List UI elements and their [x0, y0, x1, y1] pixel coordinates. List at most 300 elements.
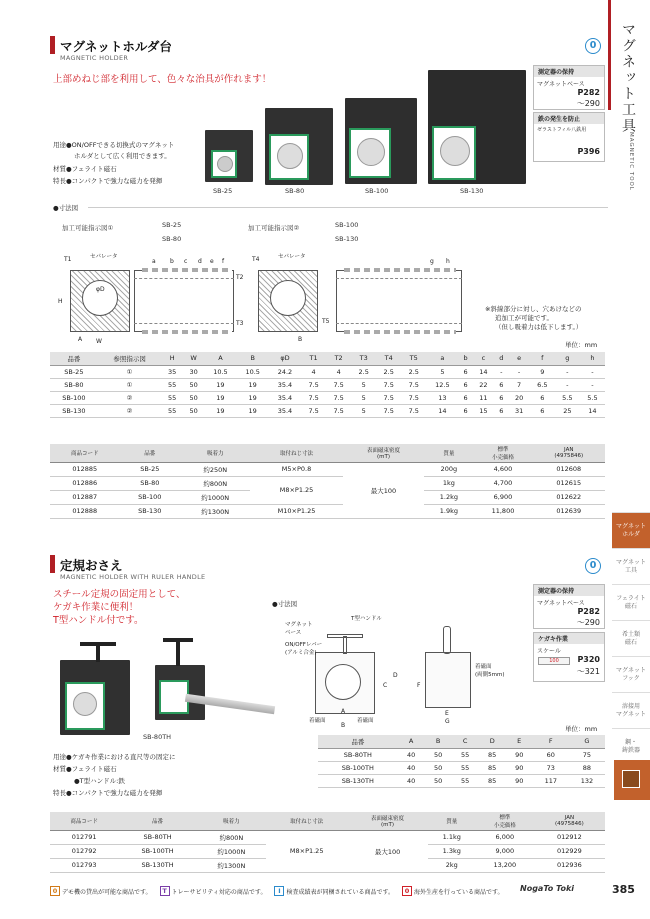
table-cell: 35.4 [269, 391, 301, 404]
section2-title: 定規おさえ [60, 558, 123, 573]
diag1-c: c [184, 258, 188, 265]
table-cell: 6,000 [476, 830, 534, 844]
ref-box-page: P282 [577, 88, 600, 97]
table-cell: 13,200 [476, 858, 534, 872]
sidebar-tab[interactable]: 希土類 磁石 [612, 620, 650, 656]
photo-label: SB-80TH [143, 733, 172, 741]
price-header: 吸着力 [197, 812, 266, 830]
table-cell: 012888 [50, 504, 120, 518]
table-cell: 7 [508, 378, 529, 391]
table-cell: 55 [161, 391, 182, 404]
sidebar-tab[interactable]: マグネット 工具 [612, 548, 650, 584]
table-cell: 012887 [50, 490, 120, 504]
table-cell: 75 [569, 748, 605, 761]
table-cell: 2.5 [351, 365, 376, 378]
price-header: 品番 [120, 444, 180, 462]
table-row [50, 404, 605, 417]
table-cell: SB-80TH [118, 830, 196, 844]
sidebar-tab[interactable]: フェライト 磁石 [612, 584, 650, 620]
table-cell: 40 [398, 774, 425, 787]
table-cell: 2.5 [401, 365, 426, 378]
sidebar-tab[interactable]: マグネット ホルダ [612, 512, 650, 548]
table-cell: SB-100 [120, 490, 180, 504]
ref-box2-head: 鉄の発生を防止 [534, 113, 604, 124]
table-cell: 35.4 [269, 404, 301, 417]
diag1-T2: T2 [236, 274, 244, 281]
table-cell: 6.5 [530, 378, 555, 391]
d3-G: G [445, 718, 450, 725]
table-cell: 5.5 [555, 391, 580, 404]
table-cell: 20 [508, 391, 529, 404]
table-cell: 7.5 [401, 378, 426, 391]
table-cell: 50 [425, 748, 452, 761]
diag2-label: 加工可能指示図② [248, 224, 300, 232]
dim-header: B [425, 735, 452, 748]
legend-item [160, 886, 267, 896]
section2-dimension-table [318, 735, 605, 788]
dim-header: T3 [351, 352, 376, 365]
table-cell: 6 [530, 404, 555, 417]
table-cell: 30 [183, 365, 204, 378]
table-row [50, 504, 605, 518]
table-cell: 5.5 [580, 391, 605, 404]
table-cell: 4,700 [473, 476, 532, 490]
table-cell: SB-130 [120, 504, 180, 518]
table-cell: 6 [459, 378, 473, 391]
table-cell: 40 [398, 761, 425, 774]
diag1-H: H [58, 298, 63, 305]
product-label-sb100: SB-100 [365, 187, 389, 195]
dim-header: F [533, 735, 569, 748]
table-cell: 55 [452, 748, 479, 761]
table-cell: 約1300N [197, 858, 266, 872]
price-header: 商品コード [50, 444, 120, 462]
dim-header: E [506, 735, 533, 748]
table-cell: 50 [425, 761, 452, 774]
price-header: 標準 小売価格 [476, 812, 534, 830]
table-cell: 35.4 [269, 378, 301, 391]
diagram-1 [52, 248, 242, 348]
table-cell: 約1000N [180, 490, 250, 504]
table-cell: 14 [580, 404, 605, 417]
table-cell: 012792 [50, 844, 118, 858]
dim-header: a [426, 352, 458, 365]
sidebar-en: MAGNETIC TOOL [628, 132, 634, 191]
table-row [50, 462, 605, 476]
dim-header: φD [269, 352, 301, 365]
product-photo-sb80 [265, 108, 333, 185]
dim-header: T4 [376, 352, 401, 365]
table-cell: SB-25 [120, 462, 180, 476]
price-header: 商品コード [50, 812, 118, 830]
section1-dims-heading: ●寸法図 [53, 204, 79, 212]
diag2-separator: セパレータ [278, 254, 306, 260]
ref-box-head: 測定器の保持 [534, 66, 604, 77]
table-cell: 19 [204, 378, 236, 391]
section2-material2: ●T型ハンドル:鉄 [74, 777, 125, 785]
price-header: 吸着力 [180, 444, 250, 462]
brand-logo: NogaTo Toki [520, 884, 575, 893]
ref-box-measure-hold-2 [533, 584, 605, 629]
table-cell: 11,800 [473, 504, 532, 518]
table-cell: 012936 [534, 858, 605, 872]
table-cell: 85 [479, 774, 506, 787]
price-header: 取付ねじ寸法 [266, 812, 347, 830]
table-cell: ① [98, 365, 162, 378]
table-row [50, 365, 605, 378]
merged-cell: M8×P1.25 [250, 476, 342, 504]
d3-handle: T型ハンドル [351, 616, 382, 622]
table-cell: 14 [473, 365, 494, 378]
ref-box-measure-hold [533, 65, 605, 110]
table-cell: 2.5 [376, 365, 401, 378]
table-cell: 60 [533, 748, 569, 761]
price-header: 品番 [118, 812, 196, 830]
table-cell: 7.5 [301, 378, 326, 391]
ref-box2-page: P396 [577, 147, 600, 156]
diag2-T5: T5 [322, 318, 330, 325]
demo-badge-icon-2: 0 [585, 558, 601, 574]
dim-header: G [569, 735, 605, 748]
section1-usage-1: 用途●ON/OFFできる切換式のマグネット [53, 141, 175, 149]
dim-header: D [479, 735, 506, 748]
dim-header: A [398, 735, 425, 748]
d3-E: E [445, 710, 449, 717]
section1-title: マグネットホルダ台 [60, 39, 172, 54]
ref-box3-page: P320 [577, 655, 600, 664]
diag1-e: e [210, 258, 214, 265]
section2-unit: 単位：mm [565, 725, 598, 733]
tagline-line-3: T型ハンドル付です。 [53, 615, 144, 626]
table-cell: 55 [452, 761, 479, 774]
ref-box2-label: ゼラストフィル八鉄用 [537, 127, 587, 133]
diag1-A: A [78, 336, 83, 343]
table-cell: 012639 [533, 504, 605, 518]
section2-usage: 用途●ケガキ作業における直尺等の固定に [53, 753, 176, 761]
table-cell: 10.5 [204, 365, 236, 378]
table-cell: 55 [161, 378, 182, 391]
table-cell: - [555, 365, 580, 378]
section2-tagline [53, 588, 185, 627]
section1-note [485, 305, 582, 332]
section1-unit: 単位：mm [565, 341, 598, 349]
section1-subtitle: MAGNETIC HOLDER [60, 54, 129, 62]
table-cell: 約800N [180, 476, 250, 490]
diag1-model-2: SB-80 [162, 235, 182, 243]
diag1-b: b [170, 258, 174, 265]
table-cell: 012608 [533, 462, 605, 476]
table-cell: M10×P1.25 [250, 504, 342, 518]
table-cell: 200g [424, 462, 473, 476]
table-cell: 012885 [50, 462, 120, 476]
legend-item [274, 886, 394, 896]
sidebar-tab[interactable]: 鋼・ 鋳鉄器 [612, 728, 650, 764]
table-cell: 14 [426, 404, 458, 417]
table-cell: 19 [204, 391, 236, 404]
section2-dims-heading: ●寸法図 [272, 600, 298, 608]
table-cell: 4 [301, 365, 326, 378]
table-cell: 012912 [534, 830, 605, 844]
table-cell: 012622 [533, 490, 605, 504]
section2-subtitle: MAGNETIC HOLDER WITH RULER HANDLE [60, 573, 206, 581]
price-header: JAN (4975846) [534, 812, 605, 830]
table-cell: SB-25 [50, 365, 98, 378]
table-cell: 50 [183, 391, 204, 404]
ref-box3-head: ケガキ作業 [534, 633, 604, 644]
table-cell: 6 [459, 365, 473, 378]
merged-cell: 最大100 [343, 462, 425, 518]
note-line: ※斜線部分に対し、穴あけなどの [485, 305, 582, 313]
d3-face: 着磁面 (両側5mm) [475, 664, 505, 678]
diag1-d: d [198, 258, 202, 265]
table-cell: 7.5 [376, 378, 401, 391]
d3-bottom2: 着磁面 [357, 718, 374, 724]
ref-box-scribing [533, 632, 605, 682]
section2-bar [50, 555, 55, 573]
table-cell: 19 [204, 404, 236, 417]
diagram-2 [240, 248, 480, 348]
table-cell: 22 [473, 378, 494, 391]
table-cell: 7.5 [401, 404, 426, 417]
diag2-h: h [446, 258, 450, 265]
ref-box-page: P282 [577, 607, 600, 616]
dim-header: 参照指示図 [98, 352, 162, 365]
table-cell: 7.5 [376, 404, 401, 417]
table-cell: 10.5 [237, 365, 269, 378]
demo-badge-icon: 0 [585, 38, 601, 54]
dim-header: d [494, 352, 508, 365]
sidebar-tab[interactable]: マグネット フック [612, 656, 650, 692]
table-cell: - [580, 378, 605, 391]
section2-material1: 材質●フェライト磁石 [53, 765, 117, 773]
table-cell: 7.5 [326, 378, 351, 391]
diag2-B: B [298, 336, 303, 343]
table-cell: SB-130 [50, 404, 98, 417]
table-row [50, 391, 605, 404]
section1-tagline: 上部めねじ部を利用して、色々な治具が作れます！ [53, 74, 272, 85]
dim-header: A [204, 352, 236, 365]
ruler-holder-photo [55, 630, 275, 740]
price-header: 表面磁束密度 (mT) [343, 444, 425, 462]
table-cell: 1.2kg [424, 490, 473, 504]
table-cell: 90 [506, 748, 533, 761]
diag1-a: a [152, 258, 156, 265]
legend-text: 海外生産を行っている商品です。 [413, 888, 504, 896]
table-cell: 012793 [50, 858, 118, 872]
ref-box-page2: 〜290 [576, 618, 600, 627]
table-cell: 2kg [428, 858, 476, 872]
table-cell: 約1000N [197, 844, 266, 858]
legend-mark-icon: 0 [50, 886, 60, 896]
dim-header: 品番 [50, 352, 98, 365]
diag1-f: f [222, 258, 225, 265]
legend-mark-icon: T [160, 886, 170, 896]
ref-box-label: マグネットベース [537, 600, 585, 607]
table-cell: 55 [161, 404, 182, 417]
dim-header: C [452, 735, 479, 748]
dim-header: e [508, 352, 529, 365]
table-cell: SB-80TH [318, 748, 398, 761]
d3-base: マグネット ベース [285, 622, 313, 636]
table-cell: SB-80 [50, 378, 98, 391]
section1-price-table [50, 444, 605, 519]
table-cell: 40 [398, 748, 425, 761]
table-cell: 85 [479, 748, 506, 761]
product-label-sb25: SB-25 [213, 187, 233, 195]
table-cell: 90 [506, 761, 533, 774]
diag1-phiD: φD [96, 286, 105, 293]
table-cell: 6,900 [473, 490, 532, 504]
table-cell: 50 [183, 378, 204, 391]
table-cell: SB-130TH [318, 774, 398, 787]
table-cell: 6 [530, 391, 555, 404]
scale-icon: 100 [538, 657, 570, 665]
product-label-sb130: SB-130 [460, 187, 484, 195]
diag2-g: g [430, 258, 434, 265]
table-cell: 4 [326, 365, 351, 378]
table-cell: 4,600 [473, 462, 532, 476]
legend-text: トレーサビリティ対応の商品です。 [171, 888, 267, 896]
ref-box3-page2: 〜321 [576, 667, 600, 676]
table-row [50, 476, 605, 490]
ref-box-label: マグネットベース [537, 81, 585, 88]
sidebar-tab[interactable]: 溶接用 マグネット [612, 692, 650, 728]
price-header: 表面磁束密度 (mT) [347, 812, 427, 830]
ref-box-head: 測定器の保持 [534, 585, 604, 596]
ref-box-page2: 〜290 [576, 99, 600, 108]
dim-header: W [183, 352, 204, 365]
table-cell: 5 [426, 365, 458, 378]
table-cell: - [508, 365, 529, 378]
diag1-T3: T3 [236, 320, 244, 327]
section2-price-table [50, 812, 605, 873]
diag1-W: W [96, 338, 102, 345]
note-line: 追加工が可能です。 [495, 314, 553, 322]
table-cell: 24.2 [269, 365, 301, 378]
table-cell: 012929 [534, 844, 605, 858]
table-cell: 約250N [180, 462, 250, 476]
table-cell: 7.5 [301, 404, 326, 417]
d3-bottom: 着磁面 [309, 718, 326, 724]
table-cell: 35 [161, 365, 182, 378]
table-cell: 117 [533, 774, 569, 787]
diag2-model-2: SB-130 [335, 235, 359, 243]
table-cell: ② [98, 391, 162, 404]
price-header: 標準 小売価格 [473, 444, 532, 462]
diag1-model-1: SB-25 [162, 221, 182, 229]
price-header: 質量 [424, 444, 473, 462]
table-cell: 55 [452, 774, 479, 787]
table-cell: 15 [473, 404, 494, 417]
diag1-T1: T1 [64, 256, 72, 263]
table-cell: - [494, 365, 508, 378]
table-cell: 6 [494, 404, 508, 417]
table-cell: 19 [237, 404, 269, 417]
table-cell: 31 [508, 404, 529, 417]
merged-cell: M8×P1.25 [266, 830, 347, 872]
ref-box3-label: スケール [537, 648, 561, 655]
table-cell: 6 [459, 391, 473, 404]
table-cell: 約1300N [180, 504, 250, 518]
d3-A: A [341, 708, 346, 715]
table-cell: 88 [569, 761, 605, 774]
table-cell: SB-100 [50, 391, 98, 404]
table-cell: 50 [183, 404, 204, 417]
dim-header: T2 [326, 352, 351, 365]
table-cell: 012615 [533, 476, 605, 490]
table-cell: SB-100TH [318, 761, 398, 774]
table-cell: 9,000 [476, 844, 534, 858]
legend-text: デモ機の貸出が可能な商品です。 [62, 888, 152, 896]
table-cell: 6 [494, 378, 508, 391]
table-row [318, 748, 605, 761]
table-cell: 012791 [50, 830, 118, 844]
section2-feature: 特長●コンパクトで強力な磁力を発揮 [53, 789, 163, 797]
table-row [318, 761, 605, 774]
diag2-model-1: SB-100 [335, 221, 359, 229]
table-cell: 1.3kg [428, 844, 476, 858]
dim-header: T5 [401, 352, 426, 365]
table-cell: 50 [425, 774, 452, 787]
section1-dimension-table [50, 352, 605, 418]
table-cell: 1.9kg [424, 504, 473, 518]
product-photo-sb130 [428, 70, 526, 184]
table-cell: - [580, 365, 605, 378]
table-cell: 73 [533, 761, 569, 774]
dim-header: c [473, 352, 494, 365]
table-cell: 1kg [424, 476, 473, 490]
d3-C: C [383, 682, 388, 689]
tagline-line-2: ケガキ作業に便利！ [53, 602, 139, 613]
price-header: JAN (4975846) [533, 444, 605, 462]
legend-mark-icon: I [274, 886, 284, 896]
cube-icon [622, 770, 640, 788]
diag1-separator: セパレータ [90, 254, 118, 260]
table-cell: - [555, 378, 580, 391]
table-cell: 11 [473, 391, 494, 404]
table-cell: 1.1kg [428, 830, 476, 844]
diag2-T4: T4 [252, 256, 260, 263]
section1-material: 材質●フェライト磁石 [53, 165, 117, 173]
table-cell: 7.5 [401, 391, 426, 404]
tagline-line-1: スチール定規の固定用として、 [53, 589, 186, 600]
d3-F: F [417, 682, 421, 689]
table-cell: 012886 [50, 476, 120, 490]
d3-D: D [393, 672, 398, 679]
dim-header: f [530, 352, 555, 365]
table-cell: 5 [351, 378, 376, 391]
table-row [50, 830, 605, 844]
legend-text: 検査成績表が同梱されている商品です。 [286, 888, 394, 896]
diag1-label: 加工可能指示図① [62, 224, 114, 232]
table-cell: M5×P0.8 [250, 462, 342, 476]
table-cell: 6 [494, 391, 508, 404]
price-header: 取付ねじ寸法 [250, 444, 342, 462]
table-cell: ① [98, 378, 162, 391]
dim-header: H [161, 352, 182, 365]
legend-item [402, 886, 504, 896]
dim-header: g [555, 352, 580, 365]
table-cell: 90 [506, 774, 533, 787]
ref-box-rust [533, 112, 605, 162]
d3-lever: ON/OFFレバー (アルミ合金) [285, 642, 323, 656]
dims-divider [88, 207, 608, 208]
product-label-sb80: SB-80 [285, 187, 305, 195]
diagram-3 [285, 612, 505, 729]
note-line: （但し吸着力は低下します。） [495, 323, 583, 331]
table-cell: 13 [426, 391, 458, 404]
table-row [50, 378, 605, 391]
